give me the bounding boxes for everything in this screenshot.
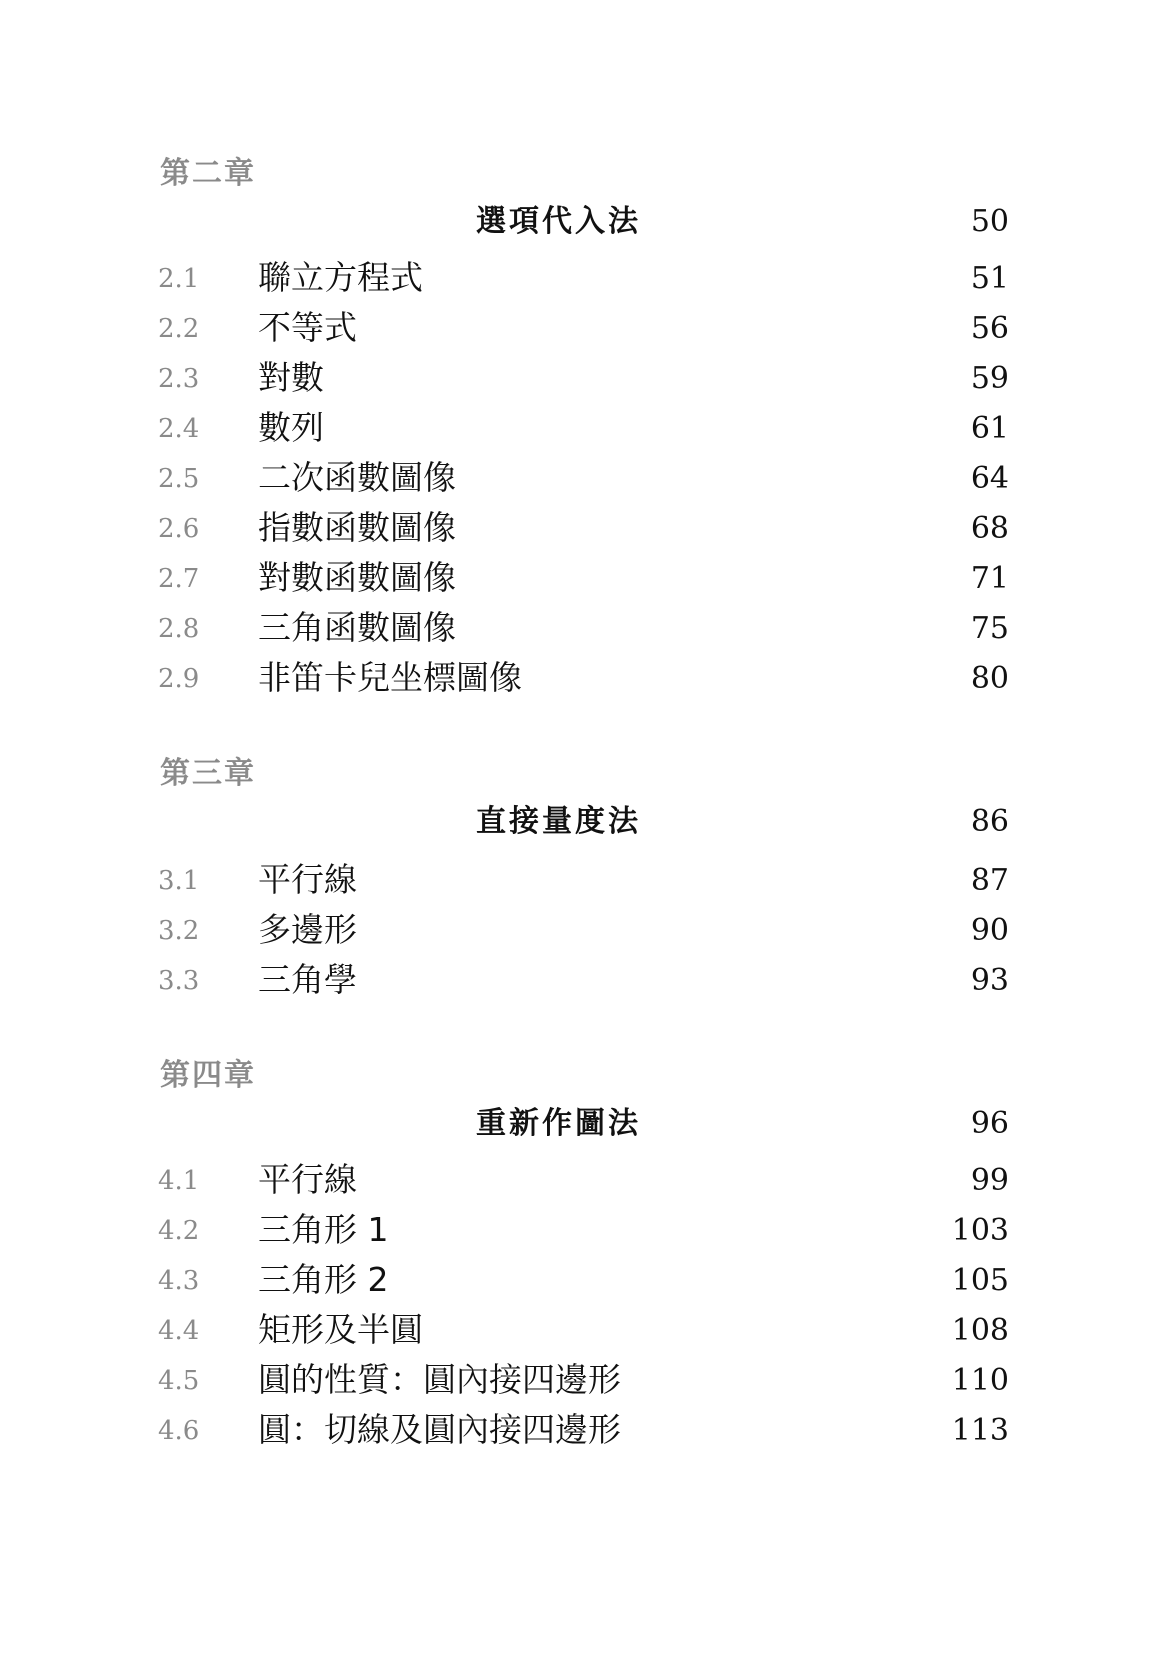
section-number: 2.3 — [158, 364, 200, 394]
section-title: 圓：切線及圓內接四邊形 — [258, 1410, 621, 1449]
section-page-number: 108 — [951, 1313, 1009, 1348]
section-page-number: 113 — [951, 1413, 1009, 1448]
chapter-page-number: 50 — [970, 204, 1009, 239]
chapter-label: 第三章 — [160, 756, 256, 791]
toc-entry[interactable] — [0, 654, 1167, 704]
section-page-number: 71 — [970, 561, 1009, 596]
toc-entry[interactable] — [0, 1256, 1167, 1306]
toc-entry[interactable] — [0, 554, 1167, 604]
section-title: 指數函數圖像 — [258, 508, 456, 547]
section-number: 4.1 — [158, 1166, 200, 1196]
section-number: 2.1 — [158, 264, 200, 294]
toc-entry[interactable] — [0, 1306, 1167, 1356]
section-title: 平行線 — [258, 1160, 357, 1199]
section-number: 2.7 — [158, 564, 200, 594]
section-page-number: 61 — [970, 411, 1009, 446]
section-title: 三角學 — [258, 960, 357, 999]
section-title: 多邊形 — [258, 910, 357, 949]
section-number: 2.2 — [158, 314, 200, 344]
section-title: 非笛卡兒坐標圖像 — [258, 658, 522, 697]
toc-entry[interactable] — [0, 504, 1167, 554]
section-title: 數列 — [258, 408, 324, 447]
section-title: 三角函數圖像 — [258, 608, 456, 647]
section-page-number: 51 — [970, 261, 1009, 296]
section-number: 2.8 — [158, 614, 200, 644]
toc-entry[interactable] — [0, 254, 1167, 304]
section-page-number: 93 — [970, 963, 1009, 998]
toc-entry[interactable] — [0, 1156, 1167, 1206]
toc-entry[interactable] — [0, 906, 1167, 956]
section-number: 4.2 — [158, 1216, 200, 1246]
section-page-number: 87 — [970, 863, 1009, 898]
toc-entry[interactable] — [0, 1206, 1167, 1256]
toc-entry[interactable] — [0, 304, 1167, 354]
toc-entry[interactable] — [0, 454, 1167, 504]
section-number: 4.5 — [158, 1366, 200, 1396]
chapter-title: 選項代入法 — [476, 204, 641, 239]
section-title: 矩形及半圓 — [258, 1310, 423, 1349]
section-number: 2.6 — [158, 514, 200, 544]
section-page-number: 68 — [970, 511, 1009, 546]
section-number: 4.4 — [158, 1316, 200, 1346]
toc-entry[interactable] — [0, 1406, 1167, 1456]
section-page-number: 105 — [951, 1263, 1009, 1298]
section-page-number: 80 — [970, 661, 1009, 696]
section-number: 2.5 — [158, 464, 200, 494]
section-title: 圓的性質：圓內接四邊形 — [258, 1360, 621, 1399]
section-title: 三角形 2 — [258, 1260, 389, 1299]
toc-entry[interactable] — [0, 604, 1167, 654]
section-list — [0, 856, 1167, 1006]
section-number: 3.1 — [158, 866, 200, 896]
section-page-number: 59 — [970, 361, 1009, 396]
section-number: 3.2 — [158, 916, 200, 946]
toc-entry[interactable] — [0, 956, 1167, 1006]
section-page-number: 75 — [970, 611, 1009, 646]
section-page-number: 90 — [970, 913, 1009, 948]
chapter-title: 直接量度法 — [476, 804, 641, 839]
section-list — [0, 1156, 1167, 1456]
section-number: 4.6 — [158, 1416, 200, 1446]
toc-entry[interactable] — [0, 404, 1167, 454]
chapter-title: 重新作圖法 — [476, 1106, 641, 1141]
section-number: 2.9 — [158, 664, 200, 694]
toc-entry[interactable] — [0, 856, 1167, 906]
section-page-number: 64 — [970, 461, 1009, 496]
section-number: 4.3 — [158, 1266, 200, 1296]
chapter-page-number: 86 — [970, 804, 1009, 839]
section-page-number: 56 — [970, 311, 1009, 346]
section-title: 聯立方程式 — [258, 258, 423, 297]
section-title: 二次函數圖像 — [258, 458, 456, 497]
section-list — [0, 254, 1167, 704]
section-number: 2.4 — [158, 414, 200, 444]
toc-entry[interactable] — [0, 354, 1167, 404]
section-title: 對數函數圖像 — [258, 558, 456, 597]
chapter-label: 第四章 — [160, 1058, 256, 1093]
chapter-label: 第二章 — [160, 156, 256, 191]
section-page-number: 99 — [970, 1163, 1009, 1198]
toc-entry[interactable] — [0, 1356, 1167, 1406]
chapter-page-number: 96 — [970, 1106, 1009, 1141]
section-page-number: 103 — [951, 1213, 1009, 1248]
section-title: 對數 — [258, 358, 324, 397]
section-title: 不等式 — [258, 308, 357, 347]
section-title: 平行線 — [258, 860, 357, 899]
section-number: 3.3 — [158, 966, 200, 996]
section-title: 三角形 1 — [258, 1210, 389, 1249]
section-page-number: 110 — [951, 1363, 1009, 1398]
